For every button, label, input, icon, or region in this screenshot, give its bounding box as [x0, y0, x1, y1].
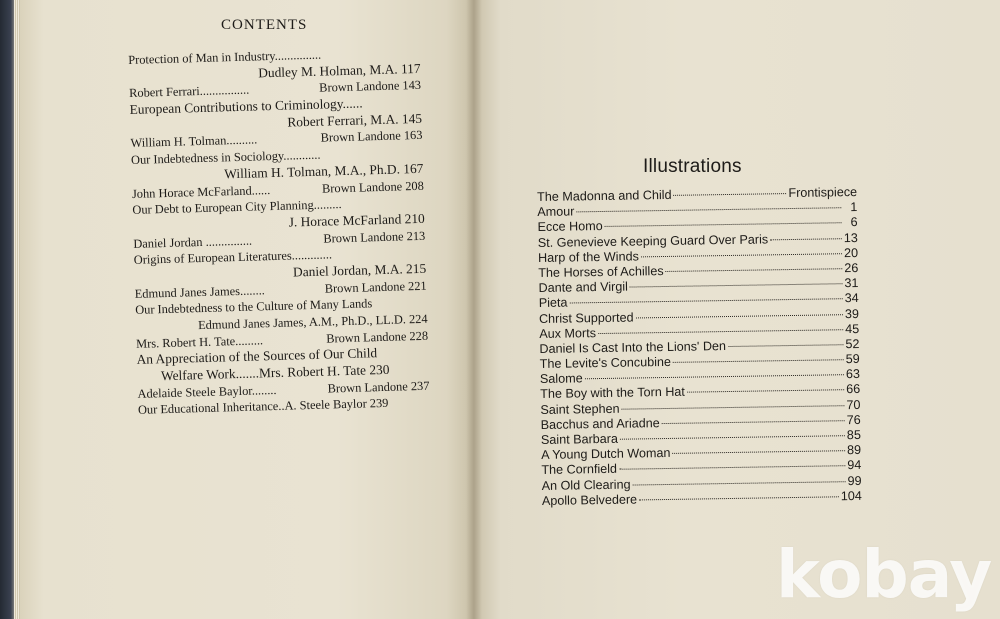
leader-dots — [598, 329, 843, 334]
illustration-page-number: 70 — [846, 397, 861, 412]
illustration-page-number: 31 — [844, 276, 859, 291]
contents-line-right-text: Daniel Jordan, M.A. 215 — [292, 260, 427, 280]
leader-dots — [620, 435, 845, 440]
illustration-page-number: 63 — [845, 367, 861, 382]
leader-dots — [728, 344, 843, 347]
illustration-page-number: 26 — [844, 260, 859, 276]
illustration-title: The Madonna and Child — [537, 187, 672, 204]
illustration-title: Harp of the Winds — [537, 249, 639, 265]
illustration-page-number: Frontispiece — [788, 184, 858, 201]
leader-dots — [636, 314, 843, 318]
illustration-title: Saint Stephen — [540, 401, 620, 417]
illustration-page-number: 59 — [845, 352, 860, 367]
illustration-title: A Young Dutch Woman — [541, 446, 671, 463]
leader-dots — [619, 466, 845, 471]
illustration-title: St. Genevieve Keeping Guard Over Paris — [537, 231, 769, 250]
illustration-title: Aux Morts — [539, 325, 597, 341]
contents-line-right-text: Robert Ferrari, M.A. 145 — [287, 110, 423, 130]
contents-line-left-text: Our Indebtedness to the Culture of Many Lands — [135, 296, 373, 318]
contents-line-left-text: Our Indebtedness in Sociology............ — [130, 147, 321, 168]
leader-dots — [622, 405, 845, 410]
contents-line-left-text: Daniel Jordan ............... — [133, 233, 253, 251]
contents-line-left-text: Origins of European Literatures............. — [133, 247, 333, 268]
contents-line-right-text: Dudley M. Holman, M.A. 117 — [257, 60, 421, 81]
illustration-page-number: 89 — [847, 443, 862, 458]
illustration-page-number: 34 — [844, 291, 859, 306]
page-stack-edge — [14, 0, 20, 619]
contents-line-right-text: William H. Tolman, M.A., Ph.D. 167 — [224, 160, 424, 182]
contents-line-left-text: Protection of Man in Industry............... — [128, 47, 322, 67]
contents-line-left-text: William H. Tolman.......... — [130, 132, 258, 151]
illustration-page-number: 85 — [846, 427, 861, 443]
illustrations-list — [537, 185, 862, 509]
contents-line-right-text: Brown Landone 208 — [321, 178, 425, 196]
leader-dots — [673, 359, 844, 363]
contents-heading: CONTENTS — [221, 17, 308, 33]
illustration-page-number: 94 — [847, 458, 862, 473]
leader-dots — [605, 223, 842, 228]
leader-dots — [641, 253, 842, 257]
contents-line-left-text: European Contributions to Criminology...... — [129, 95, 363, 118]
illustration-title: An Old Clearing — [541, 477, 631, 493]
leader-dots — [662, 420, 845, 424]
illustration-title: Salome — [539, 371, 583, 387]
illustration-title: Amour — [537, 204, 575, 220]
contents-line-left-text: Welfare Work.......Mrs. Robert H. Tate 230 — [160, 361, 390, 384]
contents-line-left-text: John Horace McFarland...... — [131, 182, 271, 201]
contents-line-right-text: Brown Landone 228 — [325, 328, 429, 346]
contents-list — [128, 44, 430, 419]
illustration-title: The Horses of Achilles — [538, 263, 664, 280]
illustration-title: Pieta — [538, 295, 568, 311]
contents-line-right-text: Edmund Janes James, A.M., Ph.D., LL.D. 224 — [197, 311, 428, 333]
illustration-title: Apollo Belvedere — [541, 492, 638, 508]
illustration-page-number: 104 — [840, 488, 862, 504]
illustration-title: Dante and Virgil — [538, 279, 629, 296]
contents-line-right-text: Brown Landone 213 — [323, 228, 426, 246]
contents-line-left-text: Edmund Janes James........ — [134, 282, 265, 301]
illustration-title: Daniel Is Cast Into the Lions' Den — [539, 338, 727, 356]
illustration-title: The Cornfield — [541, 462, 618, 478]
leader-dots — [585, 374, 844, 379]
contents-line-left-text: Our Educational Inheritance..A. Steele Baylor 239 — [137, 396, 389, 418]
illustration-title: The Levite's Concubine — [539, 354, 672, 372]
leader-dots — [639, 496, 839, 500]
contents-line-left-text: Mrs. Robert H. Tate......... — [135, 333, 264, 351]
book-gutter — [466, 0, 482, 619]
illustration-title: Ecce Homo — [537, 219, 603, 235]
illustration-page-number: 76 — [846, 412, 861, 427]
contents-line-right-text: Brown Landone 143 — [319, 78, 422, 96]
illustration-page-number: 99 — [847, 473, 862, 488]
leader-dots — [576, 207, 841, 212]
leader-dots — [674, 193, 787, 196]
illustration-page-number: 20 — [843, 245, 859, 260]
illustration-page-number: 1 — [850, 200, 858, 215]
leader-dots — [666, 268, 843, 272]
illustration-title: Christ Supported — [538, 310, 634, 326]
contents-line-right-text: Brown Landone 163 — [320, 128, 423, 146]
illustration-page-number: 45 — [845, 321, 860, 336]
illustration-title: Saint Barbara — [540, 431, 619, 447]
illustration-page-number: 66 — [846, 382, 861, 397]
contents-line-left-text: Adelaide Steele Baylor........ — [137, 382, 277, 401]
illustration-page-number: 13 — [843, 230, 858, 245]
leader-dots — [630, 283, 843, 287]
illustration-page-number: 39 — [844, 306, 860, 321]
leader-dots — [633, 481, 846, 485]
contents-line-right-text: Brown Landone 237 — [327, 378, 430, 396]
contents-line-left-text: Robert Ferrari................ — [128, 83, 250, 101]
leader-dots — [770, 238, 842, 240]
illustration-page-number: 6 — [850, 215, 858, 230]
contents-line-left-text: Our Debt to European City Planning......... — [132, 197, 342, 218]
contents-line-right-text: J. Horace McFarland 210 — [288, 210, 425, 230]
contents-line-left-text: An Appreciation of the Sources of Our Child — [136, 345, 378, 368]
contents-line-right-text: Brown Landone 221 — [324, 278, 427, 296]
leader-dots — [569, 299, 842, 304]
illustrations-heading: Illustrations — [643, 156, 742, 177]
leader-dots — [687, 390, 844, 393]
leader-dots — [672, 450, 845, 454]
illustration-title: Bacchus and Ariadne — [540, 415, 660, 432]
illustration-page-number: 52 — [845, 336, 860, 352]
illustration-title: The Boy with the Torn Hat — [540, 385, 685, 402]
kobay-watermark: kobay — [776, 536, 992, 613]
